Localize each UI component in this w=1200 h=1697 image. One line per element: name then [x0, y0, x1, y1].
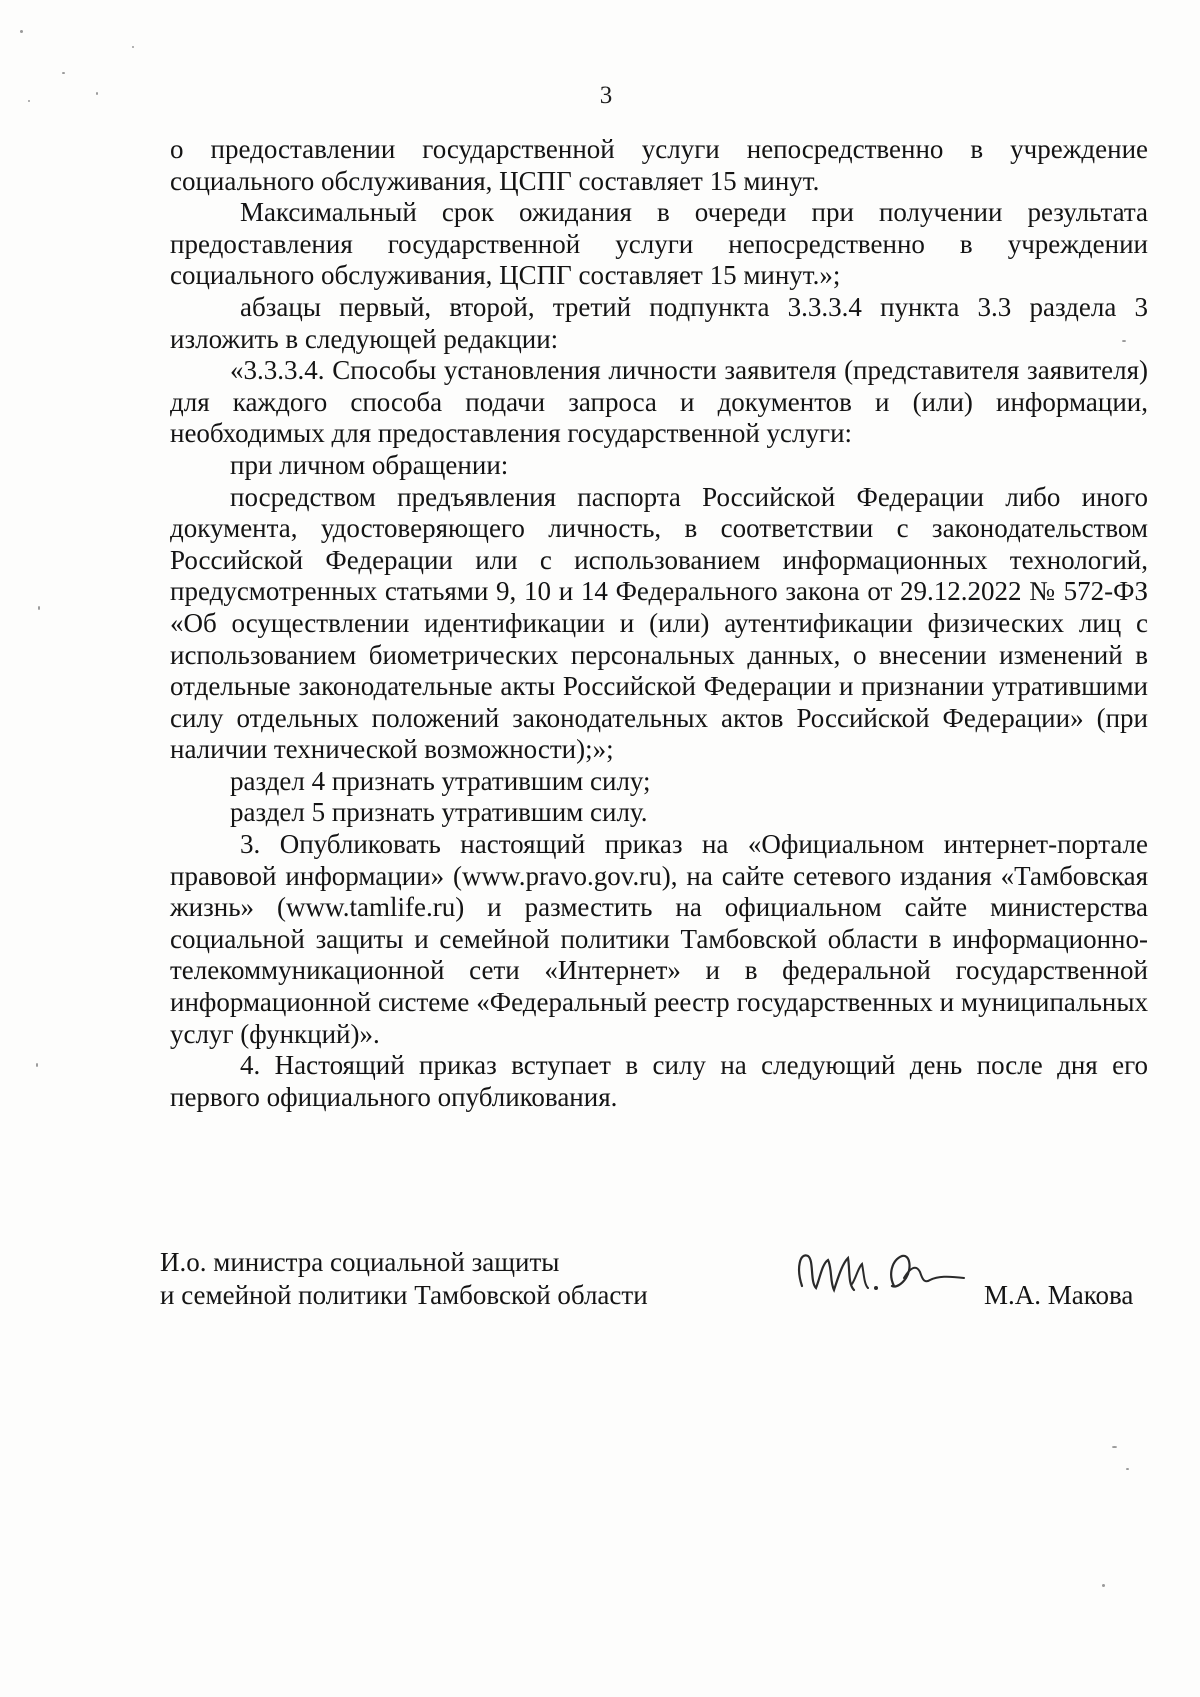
scan-speck: [20, 30, 23, 33]
signatory-title-line: и семейной политики Тамбовской области: [160, 1280, 648, 1310]
scan-speck: [1126, 1468, 1129, 1470]
signatory-title: [160, 1246, 648, 1312]
paragraph-publication: 3. Опубликовать настоящий приказ на «Официальном интернет-портале правовой информации» (www.pravo.gov.ru), на сайте сетевого издания «Тамбовская жизнь» (www.tamlife.ru) и разместить на официальном сайте министерства социальной защиты и семейной политики Тамбовской области в информационно-телекоммуникационной сети «Интернет» и в федеральной государственной информационной системе «Федеральный реестр государственных и муниципальных услуг (функций)».: [170, 829, 1148, 1049]
paragraph-section-5: раздел 5 признать утратившим силу.: [230, 797, 648, 828]
paragraph-continuation: о предоставлении государственной услуги непосредственно в учреждение социального обслуживания, ЦСПГ составляет 15 минут.: [170, 134, 1148, 196]
page-number: 3: [599, 82, 613, 109]
paragraph-passport: посредством предъявления паспорта Российской Федерации либо иного документа, удостоверяющего личность, в соответствии с законодательством Российской Федерации или с использованием информационных технологий, предусмотренных статьями 9, 10 и 14 Федерального закона от 29.12.2022 № 572-ФЗ «Об осуществлении идентификации и (или) аутентификации физических лиц с использованием биометрических персональных данных, о внесении изменений в отдельные законодательные акты Российской Федерации и признании утратившими силу отдельных положений законодательных актов Российской Федерации» (при наличии технической возможности);»;: [170, 481, 1148, 765]
scan-speck: [132, 46, 134, 48]
paragraph-personal-appeal: при личном обращении:: [230, 449, 509, 480]
signatory-name: М.А. Макова: [984, 1280, 1134, 1310]
paragraph-waiting-time: Максимальный срок ожидания в очереди при получении результата предоставления государственной услуги непосредственно в учреждении социального обслуживания, ЦСПГ составляет 15 минут.»;: [170, 197, 1148, 291]
paragraph-identification-methods: «3.3.3.4. Способы установления личности заявителя (представителя заявителя) для каждого способа подачи запроса и документов и (или) информации, необходимых для предоставления государственной услуги:: [170, 355, 1148, 449]
document-body: [170, 134, 1148, 1113]
scan-speck: [62, 72, 65, 74]
scan-speck: [1112, 1446, 1117, 1448]
paragraph-section-4: раздел 4 признать утратившим силу;: [230, 765, 651, 796]
scan-speck: [36, 1063, 38, 1067]
signatory-title-line: И.о. министра социальной защиты: [160, 1247, 560, 1277]
signature-block: [160, 1246, 1150, 1326]
paragraph-entry-into-force: 4. Настоящий приказ вступает в силу на следующий день после дня его первого официального опубликования.: [170, 1050, 1148, 1112]
scan-speck: [1102, 1584, 1105, 1587]
handwritten-signature: [792, 1238, 972, 1304]
paragraph-amendment-intro: абзацы первый, второй, третий подпункта 3.3.3.4 пункта 3.3 раздела 3 изложить в следующей редакции:: [170, 291, 1148, 354]
scan-speck: [38, 606, 40, 610]
